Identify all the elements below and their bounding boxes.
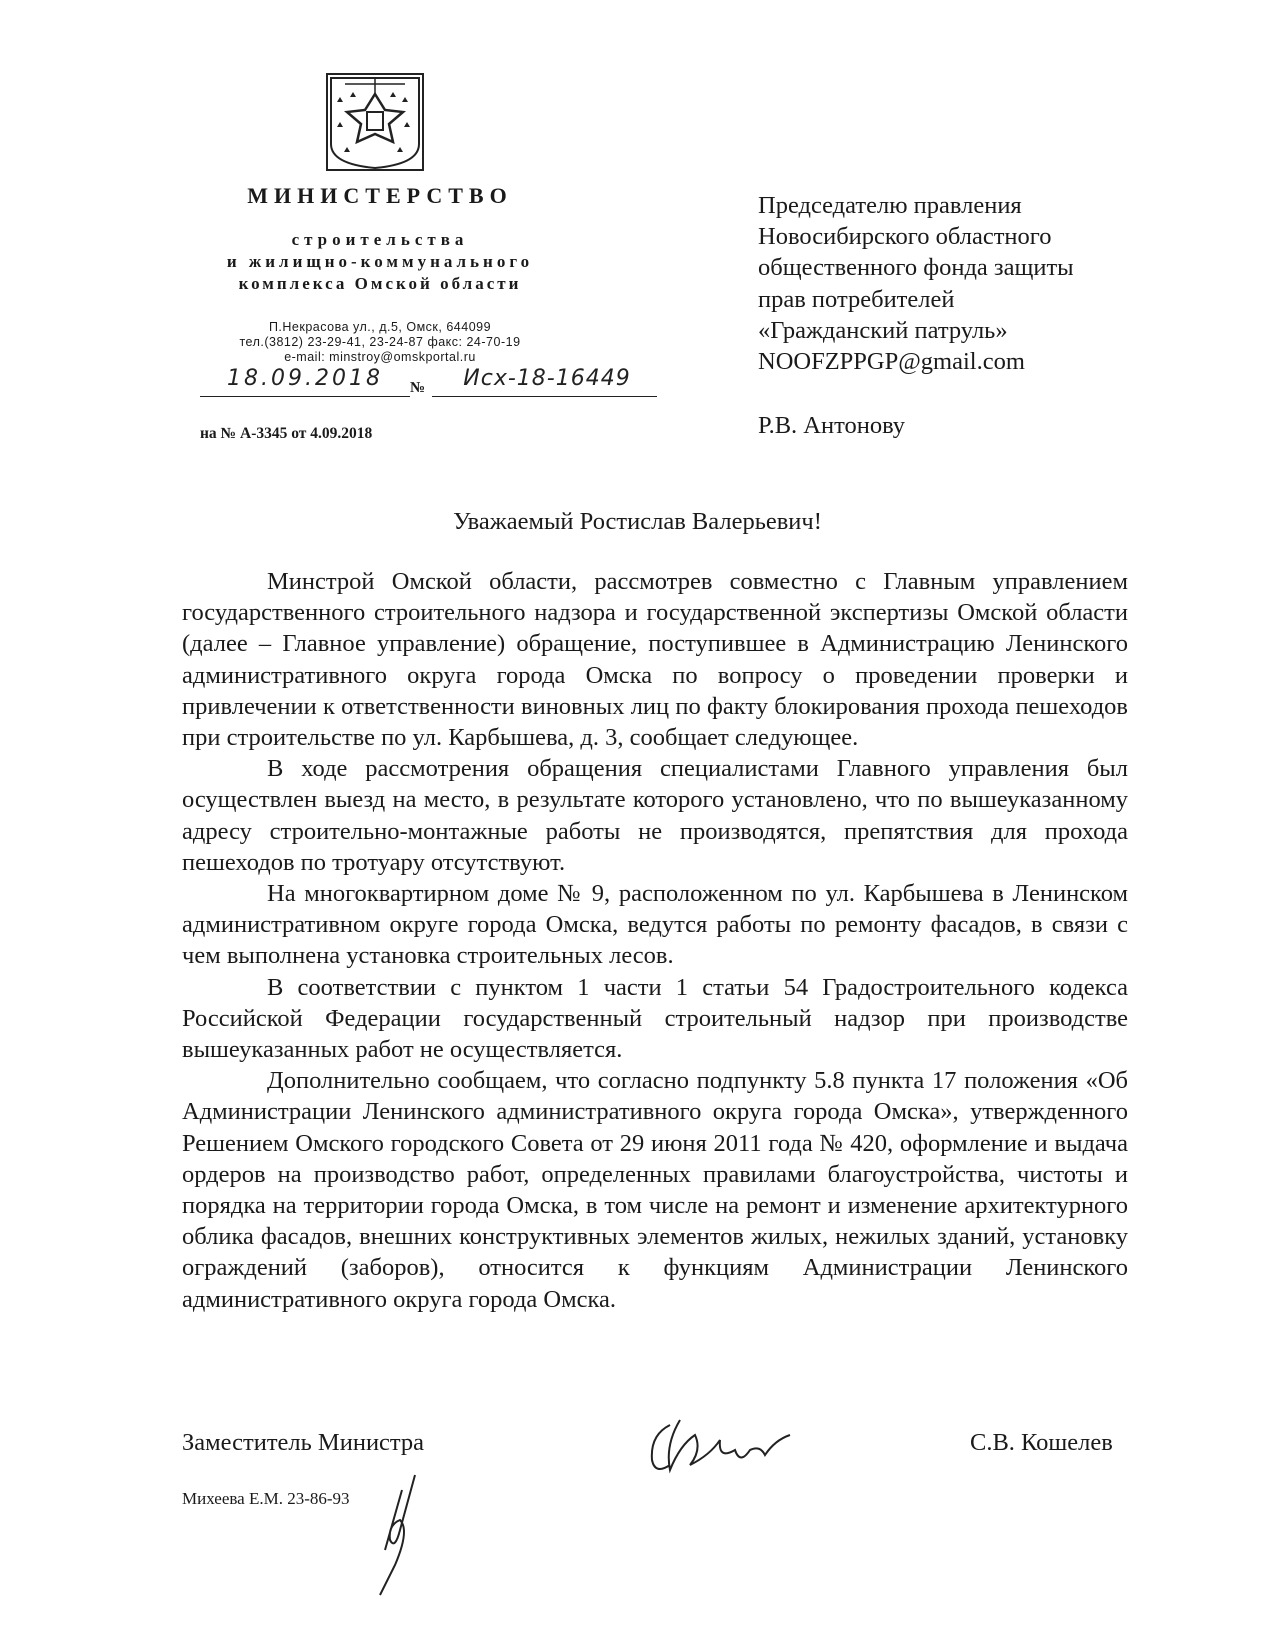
addressee-line: «Гражданский патруль» xyxy=(758,316,1008,344)
reference-number: на № А-3345 от 4.09.2018 xyxy=(200,425,373,442)
body-paragraph: В соответствии с пунктом 1 части 1 статьи 54 Градостроительного кодекса Российской Федерации государственный строительный надзор при производстве вышеуказанных работ не осуществляется. xyxy=(182,973,1128,1064)
ministry-title: МИНИСТЕРСТВО xyxy=(247,183,513,208)
addressee-email: NOOFZPPGP@gmail.com xyxy=(758,348,1025,376)
registration-number: Исх-18-16449 xyxy=(463,366,631,391)
signatory-name: С.В. Кошелев xyxy=(970,1429,1113,1456)
addressee-block xyxy=(758,190,1074,377)
addressee-line: Новосибирского областного xyxy=(758,223,1052,251)
ministry-subtitle-line-3: комплекса Омской области xyxy=(238,274,522,293)
body-paragraph: В ходе рассмотрения обращения специалистами Главного управления был осуществлен выезд на место, в результате которого установлено, что по вышеуказанному адресу строительно-монтажные работы не производятся, препятствия для прохода пешеходов по тротуару отсутствуют. xyxy=(182,755,1128,876)
addressee-name: Р.В. Антонову xyxy=(758,412,906,439)
registration-date: 18.09.2018 xyxy=(227,366,383,391)
body-paragraph: На многоквартирном доме № 9, расположенном по ул. Карбышева в Ленинском административном округе города Омска, ведутся работы по ремонту фасадов, в связи с чем выполнена установка строительных лесов. xyxy=(182,880,1128,970)
date-underline xyxy=(200,396,410,397)
addressee-line: Председателю правления xyxy=(758,192,1022,219)
registration-number-label: № xyxy=(410,380,426,396)
ministry-subtitle-line-1: строительства xyxy=(291,230,469,249)
coat-of-arms-emblem xyxy=(325,72,425,172)
signatory-position: Заместитель Министра xyxy=(182,1429,425,1456)
letter-body xyxy=(182,566,1128,1315)
ministry-email: e-mail: minstroy@omskportal.ru xyxy=(284,350,476,364)
body-paragraph: Дополнительно сообщаем, что согласно подпункту 5.8 пункта 17 положения «Об Администрации Ленинского административного округа города Омска», утвержденного Решением Омского городского Совета от 29 июня 2011 года № 420, оформление и выдача ордеров на производство работ, определенных правилами благоустройства, чистоты и порядка на территории города Омска, в том числе на ремонт и изменение архитектурного облика фасадов, внешних конструктивных элементов жилых, нежилых зданий, установку ограждений (заборов), относится к функциям Администрации Ленинского административного округа города Омска. xyxy=(182,1067,1128,1313)
executor-initials-mark xyxy=(360,1470,430,1600)
ministry-address: П.Некрасова ул., д.5, Омск, 644099 xyxy=(268,320,492,334)
handwritten-signature xyxy=(640,1405,820,1485)
executor-contact: Михеева Е.М. 23-86-93 xyxy=(182,1489,350,1508)
greeting: Уважаемый Ростислав Валерьевич! xyxy=(453,508,822,535)
body-paragraph: Минстрой Омской области, рассмотрев совместно с Главным управлением государственного строительного надзора и государственной экспертизы Омской области (далее – Главное управление) обращение, поступившее в Администрацию Ленинского административного округа города Омска по вопросу о проведении проверки и привлечении к ответственности виновных лиц по факту блокирования прохода пешеходов при строительстве по ул. Карбышева, д. 3, сообщает следующее. xyxy=(182,568,1128,752)
addressee-line: общественного фонда защиты xyxy=(758,254,1074,282)
ministry-phone: тел.(3812) 23-29-41, 23-24-87 факс: 24-70-19 xyxy=(239,335,521,349)
addressee-line: прав потребителей xyxy=(758,285,955,313)
number-underline xyxy=(432,396,657,397)
ministry-subtitle-line-2: и жилищно-коммунального xyxy=(226,252,534,271)
